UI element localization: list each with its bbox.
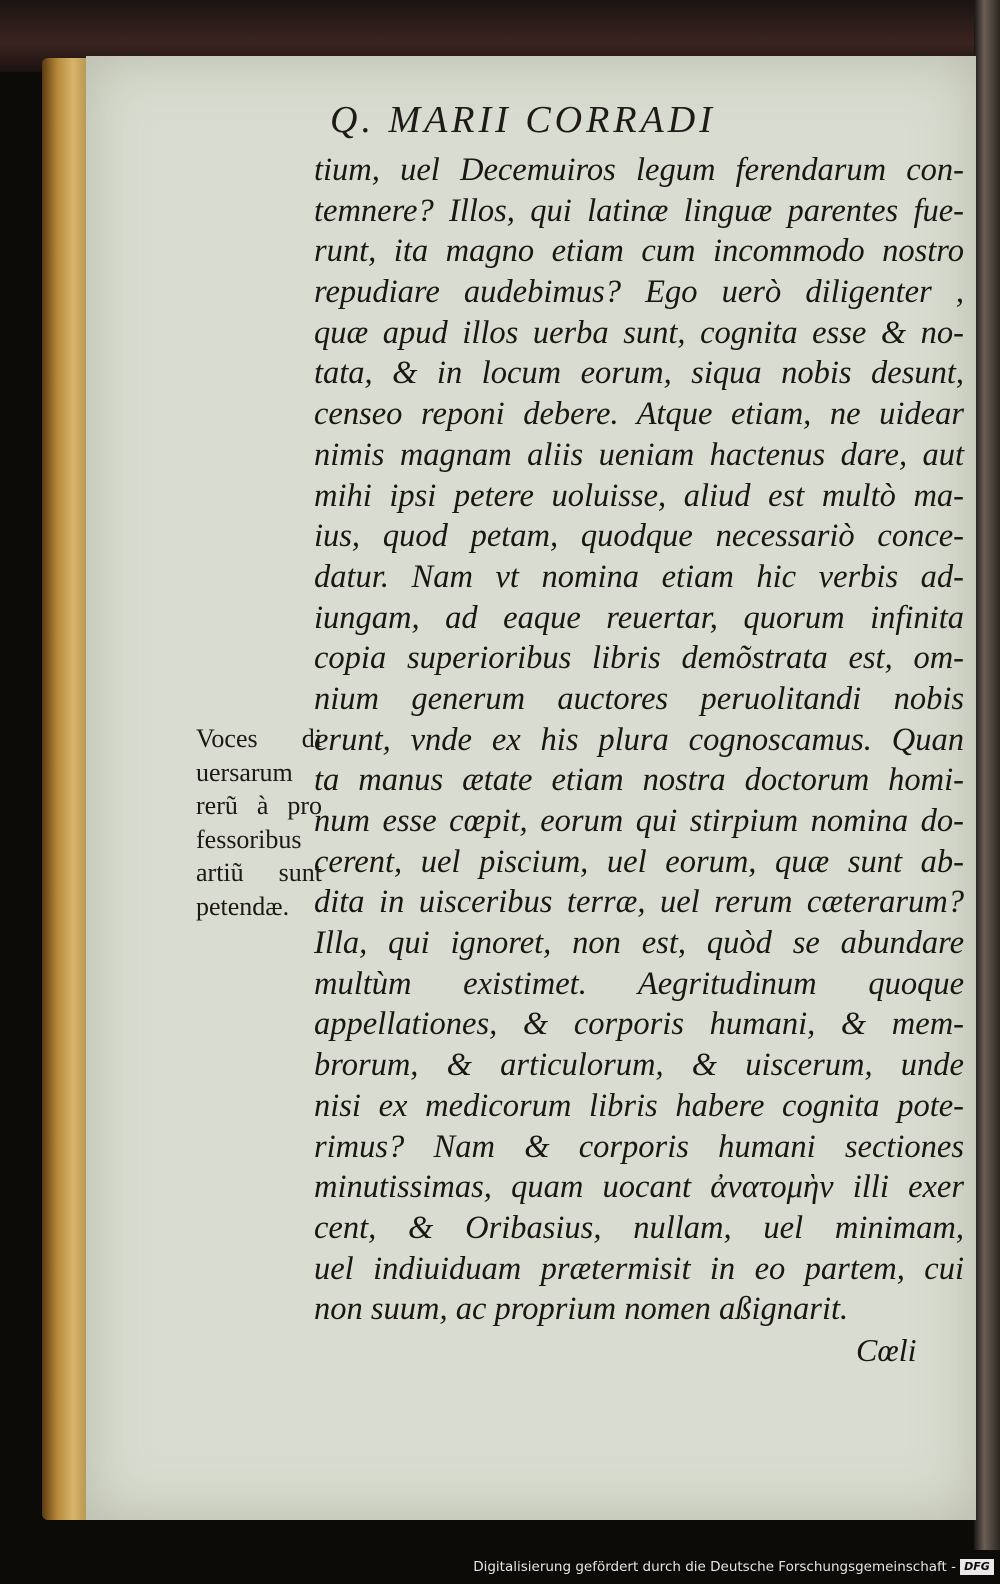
- text-line: censeo reponi debere. Atque etiam, ne uidear: [314, 396, 964, 433]
- text-line: datur. Nam vt nomina etiam hic verbis ad-: [314, 558, 964, 595]
- text-line: nimis magnam aliis ueniam hactenus dare, aut: [314, 436, 964, 473]
- running-title: Q. MARII CORRADI: [330, 99, 716, 141]
- gloss-line: uersarum: [196, 757, 293, 787]
- gloss-line: petendæ.: [196, 891, 290, 921]
- text-line: Illa, qui ignoret, non est, quòd se abundare: [314, 925, 964, 962]
- dfg-logo: DFG: [960, 1559, 994, 1575]
- text-line: multùm existimet. Aegritudinum quoque: [314, 965, 964, 1002]
- main-text-block: [314, 150, 964, 1330]
- text-line: cerent, uel piscium, uel eorum, quæ sunt ab-: [314, 843, 964, 880]
- gloss-line: artiũ sunt: [196, 858, 322, 887]
- text-line: tata, & in locum eorum, siqua nobis desunt,: [314, 355, 964, 392]
- text-line: temnere? Illos, qui latinæ linguæ parentes fue-: [314, 192, 964, 229]
- text-line: rimus? Nam & corporis humani sectiones: [314, 1128, 964, 1165]
- text-line: copia superioribus libris demõstrata est, om-: [314, 640, 964, 677]
- text-line: nisi ex medicorum libris habere cognita pote-: [314, 1087, 964, 1124]
- gloss-line: fessoribus: [196, 824, 302, 854]
- text-line: uel indiuiduam prætermisit in eo partem, cui: [314, 1250, 964, 1287]
- text-line: mihi ipsi petere uoluisse, aliud est multò ma-: [314, 477, 964, 514]
- text-line: nium generum auctores peruolitandi nobis: [314, 680, 964, 717]
- text-line: repudiare audebimus? Ego uerò diligenter ,: [314, 274, 964, 311]
- text-line: dita in uisceribus terræ, uel rerum cæterarum?: [314, 884, 964, 921]
- gloss-line: Voces di: [196, 724, 322, 753]
- text-line: tium, uel Decemuiros legum ferendarum con-: [314, 152, 964, 188]
- text-line: appellationes, & corporis humani, & mem-: [314, 1006, 964, 1043]
- text-line: ta manus ætate etiam nostra doctorum homi-: [314, 762, 964, 799]
- marginal-gloss: [196, 722, 322, 923]
- text-line: minutissimas, quam uocant ἀνατομὴν illi exer: [314, 1169, 964, 1206]
- book-spine-edge: [974, 0, 1000, 1550]
- funding-credit: Digitalisierung gefördert durch die Deutsche Forschungsgemeinschaft -: [473, 1559, 956, 1575]
- text-line: runt, ita magno etiam cum incommodo nostro: [314, 233, 964, 270]
- text-line: brorum, & articulorum, & uiscerum, unde: [314, 1047, 964, 1084]
- digitization-footer: [473, 1552, 1000, 1584]
- text-line: cent, & Oribasius, nullam, uel minimam,: [314, 1209, 964, 1246]
- catchword: Cœli: [856, 1332, 917, 1368]
- text-line: ius, quod petam, quodque necessariò conce-: [314, 518, 964, 555]
- text-line: quæ apud illos uerba sunt, cognita esse & no-: [314, 314, 964, 351]
- text-line: non suum, ac proprium nomen aßignarit.: [314, 1291, 849, 1328]
- gloss-line: rerũ à pro: [196, 791, 322, 820]
- text-line: erunt, vnde ex his plura cognoscamus. Quan: [314, 721, 964, 758]
- text-line: iungam, ad eaque reuertar, quorum infinita: [314, 599, 964, 636]
- text-line: num esse cœpit, eorum qui stirpium nomina do-: [314, 803, 964, 839]
